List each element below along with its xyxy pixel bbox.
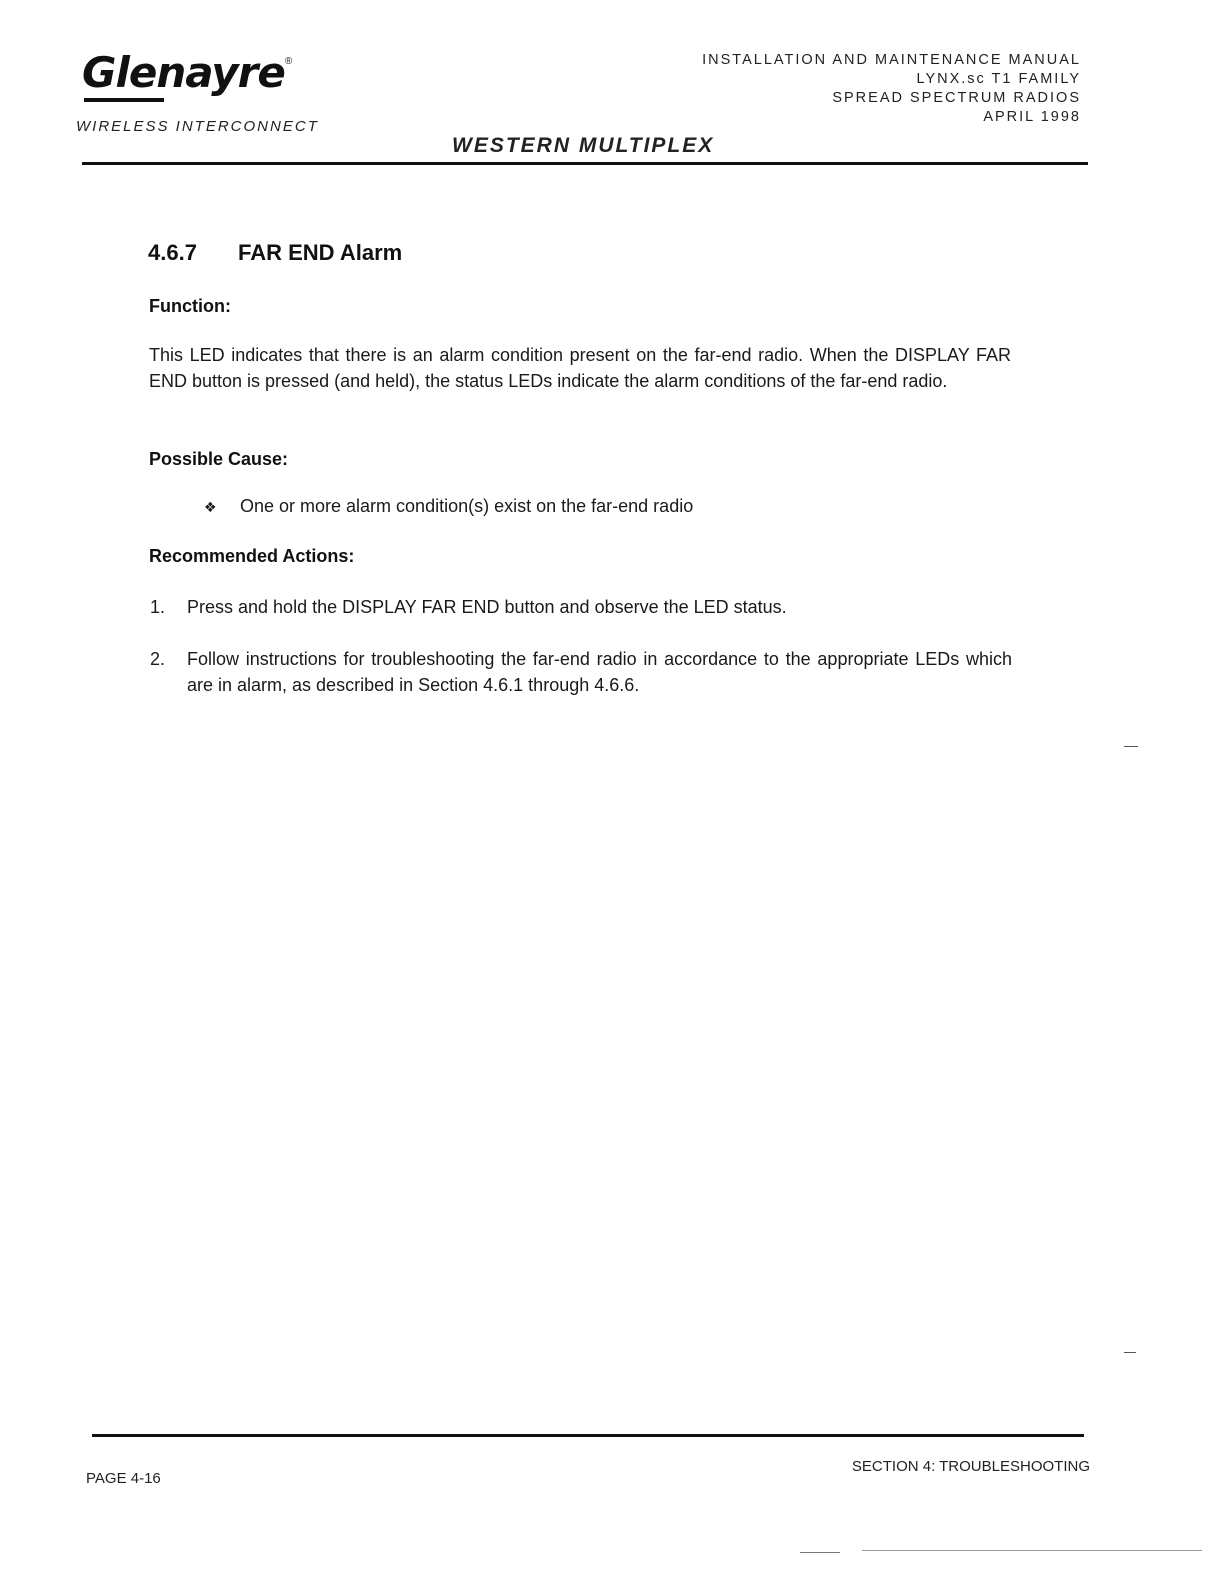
brand-name: WESTERN MULTIPLEX xyxy=(452,134,715,157)
scan-speck xyxy=(800,1552,840,1553)
section-number: 4.6.7 xyxy=(148,240,197,265)
manual-date: APRIL 1998 xyxy=(983,109,1081,125)
logo-wordmark: Glenayre xyxy=(82,48,285,97)
cause-text: One or more alarm condition(s) exist on the far-end radio xyxy=(240,496,694,516)
section-title: FAR END Alarm xyxy=(238,240,403,265)
company-tagline: WIRELESS INTERCONNECT xyxy=(76,118,319,135)
possible-cause-heading: Possible Cause: xyxy=(149,449,289,469)
list-item xyxy=(204,496,693,517)
scan-speck xyxy=(1124,746,1138,747)
step-number: 2. xyxy=(150,649,166,669)
manual-info xyxy=(702,51,1081,127)
product-family: LYNX.sc T1 FAMILY xyxy=(916,71,1081,87)
company-logo xyxy=(82,48,293,97)
function-text: This LED indicates that there is an alarm condition present on the far-end radio. When the DISPLAY FAR END button is pressed (and held), the status LEDs indicate the alarm conditions of the far-end radio. xyxy=(149,345,1011,391)
step-number: 1. xyxy=(150,597,166,617)
registered-mark: ® xyxy=(284,56,293,67)
footer-rule xyxy=(92,1434,1084,1437)
step-text: Press and hold the DISPLAY FAR END button and observe the LED status. xyxy=(187,597,787,617)
scan-speck xyxy=(862,1550,1202,1551)
diamond-bullet-icon: ❖ xyxy=(204,499,217,515)
scan-speck xyxy=(1124,1352,1136,1353)
function-heading: Function: xyxy=(149,296,231,316)
logo-underline xyxy=(84,98,164,102)
product-type: SPREAD SPECTRUM RADIOS xyxy=(832,90,1081,106)
action-step xyxy=(150,594,1012,620)
page-number: PAGE 4-16 xyxy=(86,1470,161,1487)
action-step xyxy=(150,646,1012,698)
recommended-actions-heading: Recommended Actions: xyxy=(149,546,355,566)
manual-title: INSTALLATION AND MAINTENANCE MANUAL xyxy=(702,52,1081,68)
section-heading xyxy=(148,240,402,266)
footer-section: SECTION 4: TROUBLESHOOTING xyxy=(851,1458,1090,1475)
header-rule xyxy=(82,162,1088,165)
step-text: Follow instructions for troubleshooting the far-end radio in accordance to the appropriate LEDs which are in alarm, as described in Section 4.6.1 through 4.6.6. xyxy=(187,649,1012,695)
